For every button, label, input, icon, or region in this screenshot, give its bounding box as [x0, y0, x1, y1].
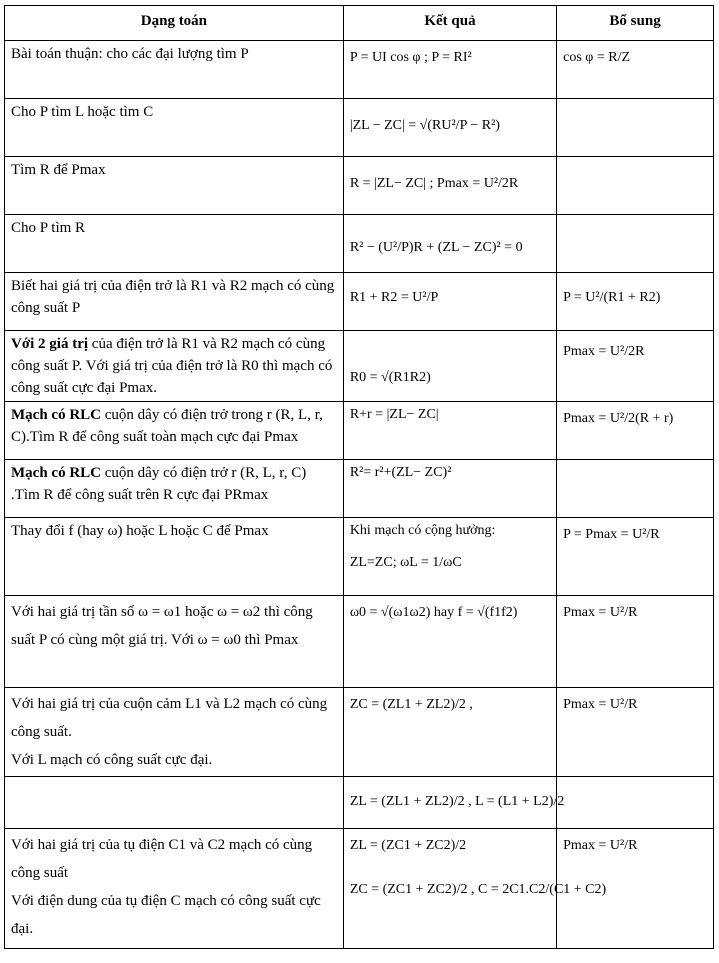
supplement-cell: Pmax = U²/2(R + r) [557, 402, 714, 460]
result-cell: R² − (U²/P)R + (ZL − ZC)² = 0 [343, 215, 556, 273]
problem-cell: Cho P tìm R [5, 215, 344, 273]
supplement-cell: Pmax = U²/2R [557, 331, 714, 402]
problem-cell: Thay đổi f (hay ω) hoặc L hoặc C để Pmax [5, 518, 344, 596]
supplement-cell: cos φ = R/Z [557, 41, 714, 99]
problem-cell [5, 402, 344, 460]
table-row [5, 331, 714, 402]
header-result: Kết quả [343, 6, 556, 41]
supplement-cell [557, 460, 714, 518]
result-formula-2: ZC = (ZC1 + ZC2)/2 , C = 2C1.C2/(C1 + C2) [349, 882, 607, 897]
result-cell: P = UI cos φ ; P = RI² [343, 41, 556, 99]
result-cell: R²= r²+(ZL− ZC)² [343, 460, 556, 518]
result-cell [343, 518, 556, 596]
result-cell: R1 + R2 = U²/P [343, 273, 556, 331]
supplement-cell [557, 157, 714, 215]
supplement-cell [557, 215, 714, 273]
problem-text: cuộn dây có điện trở r (R, L, r, C) .Tìm R để công suất trên R cực đại PRmax [11, 465, 307, 503]
problem-bold: Mạch có RLC [11, 465, 101, 481]
problem-cell [5, 460, 344, 518]
problem-text: Với hai giá trị của cuộn cảm L1 và L2 mạch có cùng công suất. [11, 696, 328, 740]
supplement-cell: Pmax = U²/R [557, 829, 714, 949]
text-cursor [713, 265, 714, 284]
supplement-cell [557, 99, 714, 157]
result-cell: ω0 = √(ω1ω2) hay f = √(f1f2) [343, 596, 556, 688]
problem-text-2: Với điện dung của tụ điện C mạch có công suất cực đại. [11, 893, 321, 937]
supplement-cell: Pmax = U²/R [557, 688, 714, 777]
problem-cell: Cho P tìm L hoặc tìm C [5, 99, 344, 157]
supplement-cell: P = Pmax = U²/R [557, 518, 714, 596]
problem-text: Với hai giá trị của tụ điện C1 và C2 mạch có cùng công suất [11, 837, 313, 881]
result-cell: R = |ZL− ZC| ; Pmax = U²/2R [343, 157, 556, 215]
table-row [5, 688, 714, 777]
table-row [5, 460, 714, 518]
problem-bold: Mạch có RLC [11, 407, 101, 423]
header-problem-type: Dạng toán [5, 6, 344, 41]
problem-cell [5, 829, 344, 949]
result-formula-1: ZL = (ZC1 + ZC2)/2 [349, 838, 467, 853]
result-cell: ZL = (ZL1 + ZL2)/2 , L = (L1 + L2)/2 [343, 777, 556, 829]
header-supplement: Bổ sung [557, 6, 714, 41]
problem-cell: Bài toán thuận: cho các đại lượng tìm P [5, 41, 344, 99]
problem-cell [5, 777, 344, 829]
table-row [5, 273, 714, 331]
problem-cell: Với hai giá trị tần số ω = ω1 hoặc ω = ω2 thì công suất P có cùng một giá trị. Với ω = ω0 thì Pmax [5, 596, 344, 688]
result-cell: ZC = (ZL1 + ZL2)/2 , [343, 688, 556, 777]
table-row [5, 777, 714, 829]
problem-text: của điện trở là R1 và R2 mạch có cùng công suất P. Với giá trị của điện trở là R0 thì mạch có công suất cực đại Pmax. [11, 336, 333, 396]
result-cell: |ZL − ZC| = √(RU²/P − R²) [343, 99, 556, 157]
problem-cell: Tìm R để Pmax [5, 157, 344, 215]
table-row [5, 215, 714, 273]
table-row [5, 829, 714, 949]
problem-bold: Với 2 giá trị [11, 336, 89, 352]
result-cell: R+r = |ZL− ZC| [343, 402, 556, 460]
table-row [5, 518, 714, 596]
table-row [5, 41, 714, 99]
problem-cell [5, 331, 344, 402]
result-cell: R0 = √(R1R2) [343, 331, 556, 402]
supplement-cell: P = U²/(R1 + R2) [557, 273, 714, 331]
resonance-formula: ZL=ZC; ωL = 1/ωC [349, 555, 462, 570]
table-row [5, 402, 714, 460]
resonance-note: Khi mạch có cộng hưởng: [349, 523, 496, 538]
header-row [5, 6, 714, 41]
problem-cell: Biết hai giá trị của điện trở là R1 và R2 mạch có cùng công suất P [5, 273, 344, 331]
table-row [5, 596, 714, 688]
formula-table [4, 5, 714, 949]
problem-cell [5, 688, 344, 777]
supplement-cell [557, 777, 714, 829]
supplement-cell: Pmax = U²/R [557, 596, 714, 688]
table-row [5, 157, 714, 215]
problem-text: cuộn dây có điện trở trong r (R, L, r, C).Tìm R để công suất toàn mạch cực đại Pmax [11, 407, 323, 445]
problem-text-2: Với L mạch có công suất cực đại. [11, 752, 213, 768]
table-row [5, 99, 714, 157]
